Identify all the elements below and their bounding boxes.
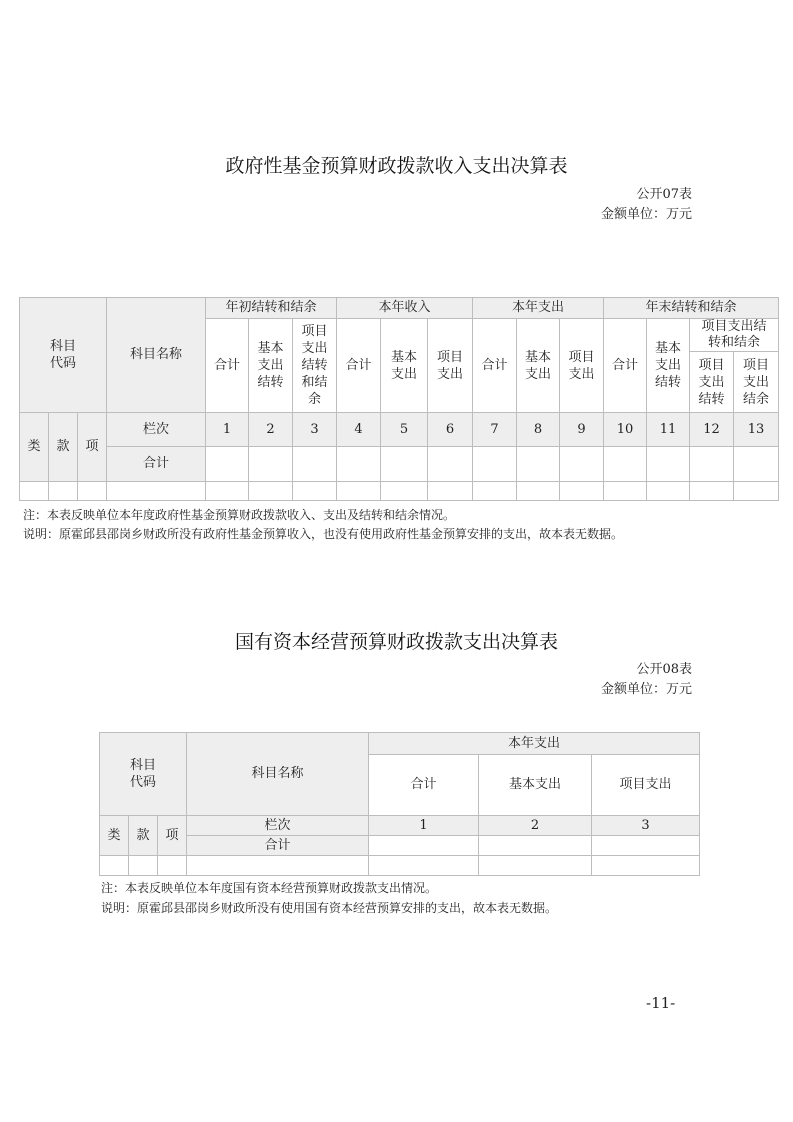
group-income: 本年收入 xyxy=(337,298,473,319)
name-header: 科目名称 xyxy=(107,298,206,413)
col-no-6: 6 xyxy=(428,413,473,447)
sub-class: 类 xyxy=(20,413,49,482)
table-cell xyxy=(20,482,49,501)
t2-col-no-3: 3 xyxy=(592,816,700,836)
table-cell xyxy=(560,447,604,482)
table-cell xyxy=(517,482,560,501)
t2-sub-class: 类 xyxy=(100,816,129,856)
table-cell xyxy=(479,856,592,876)
income-total: 合计 xyxy=(337,319,381,413)
table-cell xyxy=(647,447,690,482)
table1-note: 注：本表反映单位本年度政府性基金预算财政拨款收入、支出及结转和结余情况。 xyxy=(23,508,456,522)
col-no-5: 5 xyxy=(381,413,428,447)
table-cell xyxy=(428,482,473,501)
table-cell xyxy=(129,856,158,876)
table2-explanation: 说明：原霍邱县邵岗乡财政所没有使用国有资本经营预算安排的支出，故本表无数据。 xyxy=(101,901,558,915)
t2-col-no-2: 2 xyxy=(479,816,592,836)
table1 xyxy=(19,297,779,501)
col-no-10: 10 xyxy=(604,413,647,447)
closing-basic-carry: 基本支出结转 xyxy=(647,319,690,413)
table-cell xyxy=(158,856,187,876)
t2-total: 合计 xyxy=(369,755,479,816)
table-cell xyxy=(690,482,734,501)
table-cell xyxy=(249,482,293,501)
sub-sub: 项 xyxy=(78,413,107,482)
t2-group-expense: 本年支出 xyxy=(369,733,700,755)
col-no-11: 11 xyxy=(647,413,690,447)
col-no-1: 1 xyxy=(206,413,249,447)
expense-project: 项目支出 xyxy=(560,319,604,413)
table-cell xyxy=(592,836,700,856)
table-cell xyxy=(734,447,779,482)
table2-note: 注：本表反映单位本年度国有资本经营预算财政拨款支出情况。 xyxy=(101,881,438,895)
col-no-12: 12 xyxy=(690,413,734,447)
col-no-9: 9 xyxy=(560,413,604,447)
table-cell xyxy=(187,856,369,876)
table-cell xyxy=(517,447,560,482)
row-no-label: 栏次 xyxy=(107,413,206,447)
table-cell xyxy=(49,482,78,501)
table-cell xyxy=(428,447,473,482)
t2-code-header: 科目代码 xyxy=(100,733,187,816)
table1-unit: 金额单位：万元 xyxy=(600,207,692,222)
closing-total: 合计 xyxy=(604,319,647,413)
table-cell xyxy=(293,482,337,501)
table1-code: 公开07表 xyxy=(636,187,692,202)
table1-explanation: 说明：原霍邱县邵岗乡财政所没有政府性基金预算收入，也没有使用政府性基金预算安排的支出，故本表无数据。 xyxy=(23,527,624,541)
expense-total: 合计 xyxy=(473,319,517,413)
table-cell xyxy=(604,482,647,501)
t2-project: 项目支出 xyxy=(592,755,700,816)
table-cell xyxy=(560,482,604,501)
t2-col-no-1: 1 xyxy=(369,816,479,836)
col-no-7: 7 xyxy=(473,413,517,447)
table-cell xyxy=(369,836,479,856)
table-cell xyxy=(604,447,647,482)
t2-row-total-label: 合计 xyxy=(187,836,369,856)
table-cell xyxy=(107,482,206,501)
table2-code: 公开08表 xyxy=(636,662,692,677)
group-opening: 年初结转和结余 xyxy=(206,298,337,319)
col-no-13: 13 xyxy=(734,413,779,447)
table-cell xyxy=(206,482,249,501)
table-cell xyxy=(690,447,734,482)
t2-basic: 基本支出 xyxy=(479,755,592,816)
group-expense: 本年支出 xyxy=(473,298,604,319)
table-cell xyxy=(381,447,428,482)
opening-basic-carry: 基本支出结转 xyxy=(249,319,293,413)
table-cell xyxy=(293,447,337,482)
table-cell xyxy=(206,447,249,482)
col-no-2: 2 xyxy=(249,413,293,447)
t2-row-no-label: 栏次 xyxy=(187,816,369,836)
table-cell xyxy=(479,836,592,856)
row-total-label: 合计 xyxy=(107,447,206,482)
code-header: 科目代码 xyxy=(20,298,107,413)
table-cell xyxy=(100,856,129,876)
income-basic: 基本支出 xyxy=(381,319,428,413)
table-cell xyxy=(249,447,293,482)
col-no-3: 3 xyxy=(293,413,337,447)
group-closing: 年末结转和结余 xyxy=(604,298,779,319)
opening-total: 合计 xyxy=(206,319,249,413)
closing-project-group: 项目支出结转和结余 xyxy=(690,319,779,352)
table-cell xyxy=(734,482,779,501)
t2-name-header: 科目名称 xyxy=(187,733,369,816)
table1-title: 政府性基金预算财政拨款收入支出决算表 xyxy=(225,155,568,177)
closing-proj-balance: 项目支出结余 xyxy=(734,352,779,413)
t2-sub-sub: 项 xyxy=(158,816,187,856)
table-cell xyxy=(78,482,107,501)
table-cell xyxy=(647,482,690,501)
table-cell xyxy=(473,447,517,482)
table-cell xyxy=(369,856,479,876)
table-cell xyxy=(473,482,517,501)
sub-item: 款 xyxy=(49,413,78,482)
page-number: -11- xyxy=(646,994,676,1012)
table-cell xyxy=(592,856,700,876)
table-cell xyxy=(381,482,428,501)
table2-title: 国有资本经营预算财政拨款支出决算表 xyxy=(234,631,558,653)
table2-unit: 金额单位：万元 xyxy=(600,682,692,697)
col-no-4: 4 xyxy=(337,413,381,447)
col-no-8: 8 xyxy=(517,413,560,447)
table-cell xyxy=(337,482,381,501)
opening-project-carry: 项目支出结转和结余 xyxy=(293,319,337,413)
table-cell xyxy=(337,447,381,482)
table2 xyxy=(99,732,700,876)
t2-sub-item: 款 xyxy=(129,816,158,856)
income-project: 项目支出 xyxy=(428,319,473,413)
expense-basic: 基本支出 xyxy=(517,319,560,413)
closing-proj-carry: 项目支出结转 xyxy=(690,352,734,413)
